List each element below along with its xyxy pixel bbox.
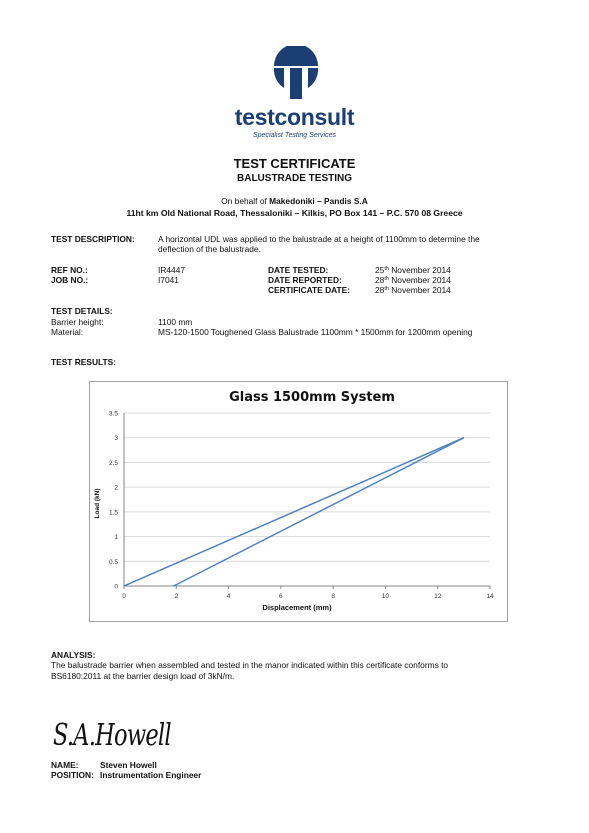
barrier-height-value: 1100 mm [158, 317, 193, 327]
name-label: NAME: [51, 760, 79, 770]
chart-frame [89, 381, 508, 622]
y-tick-label: 3.5 [108, 410, 118, 418]
ref-value: IR4447 [158, 265, 186, 275]
position-value: Instrumentation Engineer [100, 770, 202, 780]
client-address: 11ht km Old National Road, Thessaloniki – Kilkis, PO Box 141 – P.C. 570 08 Greece [126, 208, 463, 218]
certificate-subtitle: BALUSTRADE TESTING [237, 173, 352, 184]
logo [272, 46, 320, 100]
x-tick-label: 12 [434, 593, 442, 600]
description-label: TEST DESCRIPTION: [51, 234, 135, 244]
x-tick-label: 10 [381, 593, 390, 600]
date-reported-label: DATE REPORTED: [268, 275, 342, 285]
y-tick-label: 0 [114, 583, 118, 591]
job-label: JOB NO.: [51, 275, 89, 285]
y-tick-label: 3 [114, 435, 118, 443]
x-tick-label: 0 [122, 593, 126, 600]
y-axis-label: Load (kN) [94, 488, 101, 519]
analysis-line-1: The balustrade barrier when assembled and tested in the manor indicated within this certificate conforms to [51, 660, 449, 670]
y-tick-label: 2.5 [108, 459, 118, 467]
testconsult-logo-icon [272, 46, 320, 100]
material-value: MS-120-1500 Toughened Glass Balustrade 1100mm * 1500mm for 1200mm opening [158, 327, 473, 337]
behalf-prefix: On behalf of [221, 196, 270, 206]
logo-tagline: Specialist Testing Services [252, 132, 336, 139]
name-value: Steven Howell [100, 760, 157, 770]
y-tick-label: 1 [114, 534, 118, 542]
load-displacement-chart [90, 382, 507, 621]
ref-label: REF NO.: [51, 265, 88, 275]
x-tick-label: 14 [486, 593, 494, 600]
job-value: I7041 [158, 275, 179, 285]
y-tick-label: 0.5 [108, 558, 118, 566]
x-tick-label: 2 [174, 593, 179, 600]
results-label: TEST RESULTS: [51, 357, 116, 367]
analysis-line-2: BS6180:2011 at the barrier design load of 3kN/m. [51, 671, 235, 681]
x-tick-label: 6 [279, 593, 283, 600]
date-reported-value: 28th November 2014 [375, 275, 451, 285]
behalf-line [0, 196, 589, 206]
certificate-date-value: 28th November 2014 [375, 285, 451, 295]
x-tick-label: 4 [226, 593, 231, 600]
logo-name: testconsult [234, 104, 355, 130]
y-tick-label: 2 [114, 484, 118, 492]
logo-wordmark [0, 104, 589, 139]
analysis-label: ANALYSIS: [51, 650, 96, 660]
details-label: TEST DETAILS: [51, 306, 113, 316]
date-tested-value: 25th November 2014 [375, 265, 451, 275]
certificate-title: TEST CERTIFICATE [233, 156, 356, 171]
client-name: Makedoniki – Pandis S.A [269, 196, 368, 206]
x-axis-label: Displacement (mm) [262, 603, 332, 612]
description-line-1: A horizontal UDL was applied to the balustrade at a height of 1100mm to determine the [158, 234, 480, 244]
certificate-date-label: CERTIFICATE DATE: [268, 285, 351, 295]
x-tick-label: 8 [331, 593, 335, 600]
y-tick-label: 1.5 [108, 509, 118, 517]
signature: S.A.Howell [53, 718, 171, 753]
description-line-2: deflection of the balustrade. [158, 244, 261, 254]
barrier-height-label: Barrier height: [51, 317, 104, 327]
chart-title: Glass 1500mm System [229, 390, 395, 405]
date-tested-label: DATE TESTED: [268, 265, 329, 275]
material-label: Material: [51, 327, 84, 337]
position-label: POSITION: [51, 770, 94, 780]
